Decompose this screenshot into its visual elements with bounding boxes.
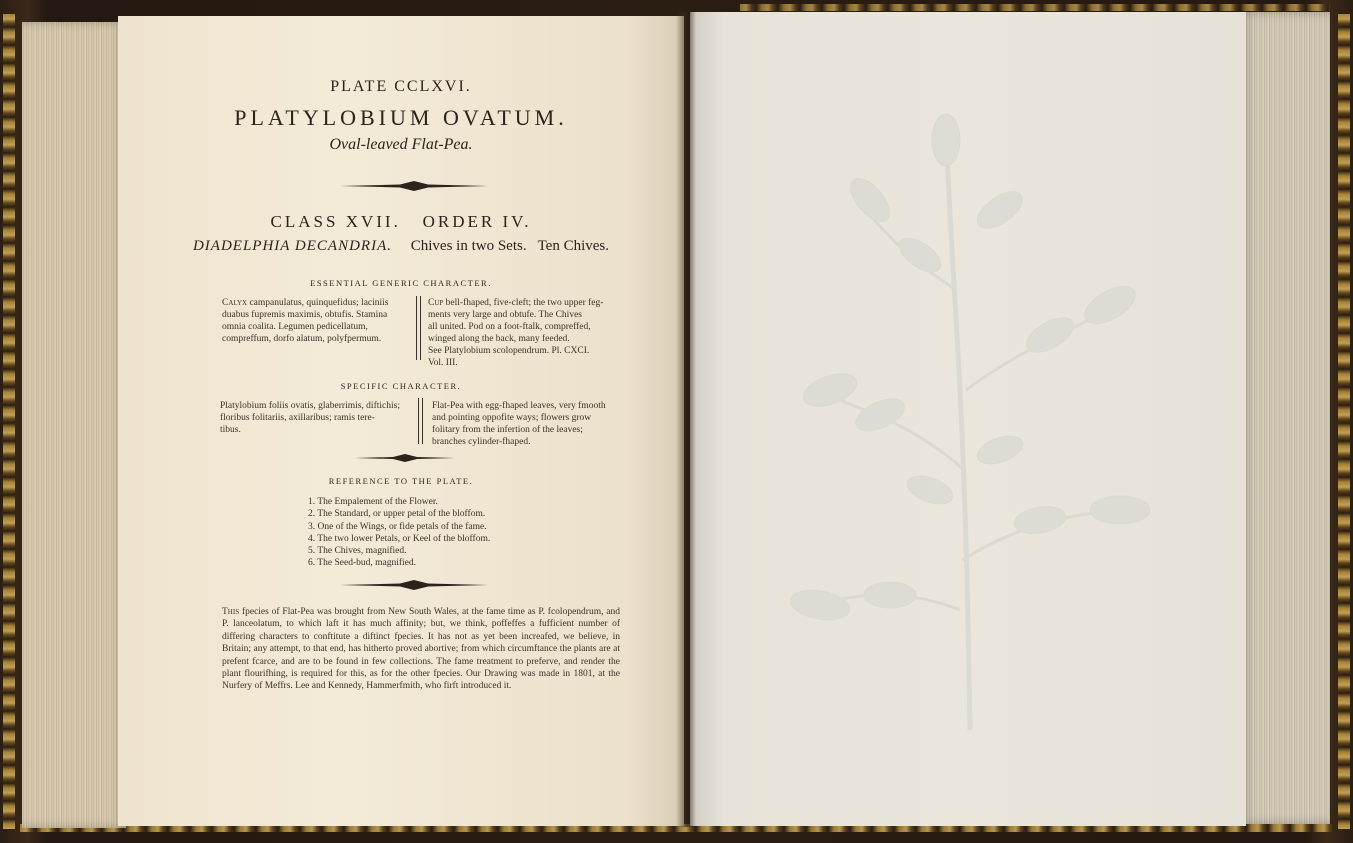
specific-latin-line: tibus. <box>220 425 241 435</box>
ornamental-rule <box>340 180 488 192</box>
generic-latin-line: campanulatus, quinquefidus; laciniis <box>249 298 389 308</box>
generic-english-lead: Cup <box>428 298 444 308</box>
plate-title: PLATYLOBIUM OVATUM. <box>234 105 568 130</box>
list-item: 1. The Empalement of the Flower. <box>308 497 438 507</box>
specific-latin-line: Platylobium foliis ovatis, glaberrimis, diftichis; <box>220 401 400 411</box>
specific-english-line: branches cylinder-fhaped. <box>432 437 531 447</box>
paragraph-text: fpecies of Flat-Pea was brought from New South Wales, at the fame time as P. fcolopendrum, and P. lanceolatum, to which laft it has much affinity; but, we think, poffeffes a fufficient number of differing characters to conftitute a diftinct fpecies. It has not as yet been increafed, we believe, in Britain; any attempt, to that end, has hitherto proved abortive; from which circumftance the plants are at prefent fcarce, and are to be found in few collections. The fame treatment to preferve, and render the plant flourifhing, is required for this, as for the other fpecies. Our Drawing was made in 1801, at the Nurfery of Meffrs. Lee and Kennedy, Hammerfmith, who firft introduced it. <box>222 607 621 692</box>
generic-latin-line: compreffum, dorfo alatum, polyfpermum. <box>222 334 382 344</box>
reference-heading: REFERENCE TO THE PLATE. <box>328 476 474 486</box>
list-item: 5. The Chives, magnified. <box>308 546 407 557</box>
generic-character-heading: ESSENTIAL GENERIC CHARACTER. <box>310 278 492 288</box>
class-order-heading: CLASS XVII. ORDER IV. <box>270 212 532 231</box>
gilt-border-left <box>3 14 15 829</box>
generic-latin-line: duabus fupremis maximis, obtufis. Stamina <box>222 310 388 320</box>
plate-subtitle: Oval-leaved Flat-Pea. <box>329 136 473 153</box>
list-item: 4. The two lower Petals, or Keel of the bloffom. <box>308 533 491 544</box>
gilt-border-top <box>740 4 1330 11</box>
specific-character-heading: SPECIFIC CHARACTER. <box>340 381 462 391</box>
generic-english-line: bell-fhaped, five-cleft; the two upper feg- <box>445 298 604 308</box>
generic-latin-line: omnia coalita. Legumen pedicellatum, <box>222 322 368 332</box>
list-item: 6. The Seed-bud, magnified. <box>308 558 416 569</box>
generic-english-line: all united. Pod on a foot-ftalk, compreffed, <box>428 322 591 332</box>
specific-english-line: Flat-Pea with egg-fhaped leaves, very fmooth <box>432 401 606 411</box>
paragraph-lead: This <box>222 607 240 617</box>
generic-see-vol: Vol. III. <box>428 358 458 368</box>
page-edges-right <box>1240 12 1330 824</box>
class-latin: DIADELPHIA DECANDRIA. <box>192 238 392 254</box>
specific-english-line: folitary from the infertion of the leaves; <box>432 425 583 435</box>
specific-english-block <box>432 400 624 448</box>
generic-latin-lead: Calyx <box>222 298 248 308</box>
generic-english-line: winged along the back, many feeded. <box>428 334 570 344</box>
generic-see-line: See Platylobium scolopendrum. Pl. CXCI. <box>428 346 590 356</box>
column-divider <box>416 296 421 360</box>
class-english: Chives in two Sets. Ten Chives. <box>410 238 610 254</box>
reference-list <box>308 496 490 570</box>
specific-latin-line: floribus folitariis, axillaribus; ramis tere- <box>220 413 375 423</box>
generic-english-block <box>428 297 624 369</box>
list-item: 2. The Standard, or upper petal of the bloffom. <box>308 509 486 520</box>
class-description <box>118 238 684 255</box>
specific-latin-block <box>220 400 414 436</box>
book-gutter <box>676 12 696 827</box>
ornamental-rule <box>355 453 455 463</box>
gilt-border-right <box>1338 14 1350 829</box>
page-edges-left <box>22 22 126 828</box>
plate-number: PLATE CCLXVI. <box>330 78 472 95</box>
specific-english-line: and pointing oppofite ways; flowers grow <box>432 413 592 423</box>
generic-latin-block <box>222 297 414 345</box>
list-item: 3. One of the Wings, or fide petals of the fame. <box>308 521 487 532</box>
description-paragraph <box>222 606 620 693</box>
ornamental-rule <box>340 579 488 591</box>
generic-english-line: ments very large and obtufe. The Chives <box>428 310 582 320</box>
column-divider <box>418 398 423 444</box>
plant-show-through-image <box>770 90 1170 730</box>
